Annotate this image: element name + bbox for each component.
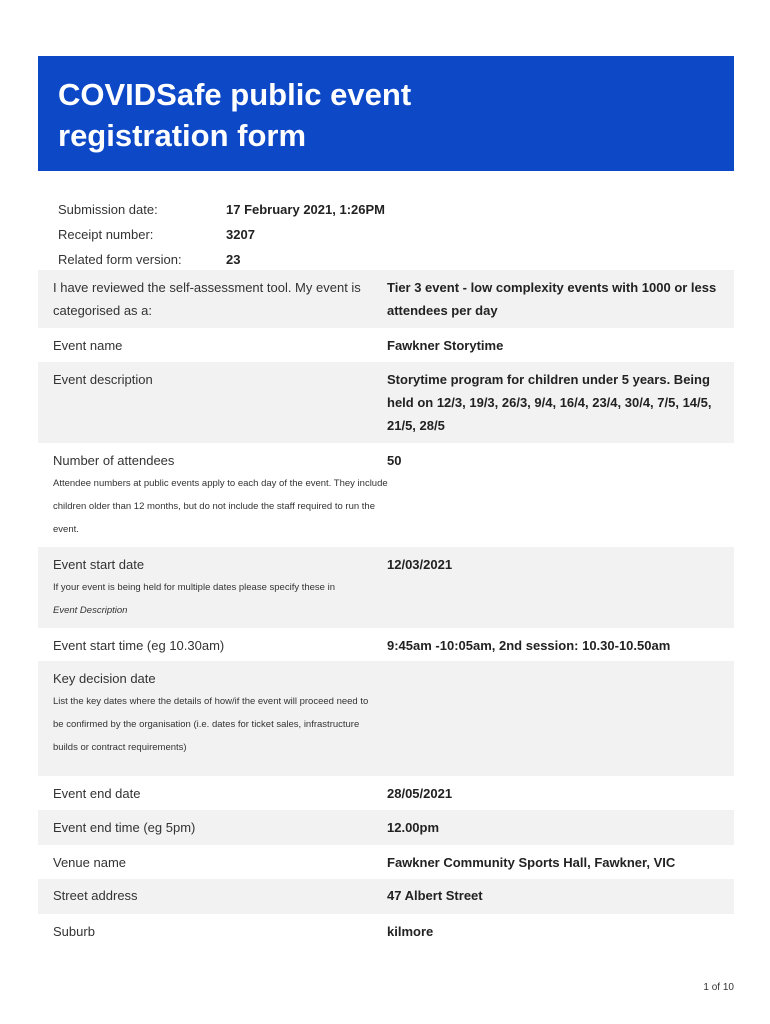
form-title: COVIDSafe public event registration form — [58, 77, 412, 153]
field-row-suburb — [38, 914, 734, 948]
question-text: Event end time (eg 5pm) — [53, 820, 196, 835]
field-row-event-name — [38, 328, 734, 362]
field-answer: Storytime program for children under 5 years. Being held on 12/3, 19/3, 26/3, 9/4, 16/4, 23/4, 30/4, 7/5, 14/5, 21/5, 28/5 — [387, 372, 712, 433]
question-text: I have reviewed the self-assessment tool. My event is categorised as a: — [53, 280, 361, 318]
field-row-start-date — [38, 547, 734, 628]
field-question — [38, 449, 388, 547]
help-text: Attendee numbers at public events apply to each day of the event. They include children older than 12 months, but do not include the staff required to run the event. — [53, 478, 388, 535]
meta-label: Related form version: — [58, 252, 182, 267]
field-answer: 47 Albert Street — [387, 888, 483, 903]
help-text-emphasis: Event Description — [53, 605, 128, 616]
field-question — [38, 368, 372, 443]
field-question — [38, 851, 372, 879]
field-row-attendees — [38, 443, 734, 547]
field-answer: 9:45am -10:05am, 2nd session: 10.30-10.50am — [387, 638, 671, 653]
field-row-start-time — [38, 628, 734, 661]
field-question — [38, 782, 372, 810]
field-answer: 12/03/2021 — [387, 557, 453, 572]
meta-label: Submission date: — [58, 202, 158, 217]
question-text: Street address — [53, 888, 138, 903]
field-row-end-date — [38, 776, 734, 810]
meta-value: 3207 — [226, 227, 255, 242]
question-text: Venue name — [53, 855, 127, 870]
field-row-category — [38, 270, 734, 328]
field-answer: 28/05/2021 — [387, 786, 453, 801]
form-header — [38, 56, 734, 171]
question-text: Event name — [53, 338, 123, 353]
field-question — [38, 553, 372, 628]
field-question — [38, 920, 372, 948]
help-text — [53, 576, 372, 622]
field-question — [38, 334, 372, 362]
field-answer: 12.00pm — [387, 820, 440, 835]
field-question — [38, 276, 372, 328]
submission-meta — [58, 197, 708, 272]
meta-row-receipt-number — [58, 222, 708, 247]
field-row-venue-name — [38, 845, 734, 879]
form-fields-table — [38, 270, 734, 948]
meta-row-submission-date — [58, 197, 708, 222]
field-question — [38, 634, 372, 661]
help-text: List the key dates where the details of how/if the event will proceed need to be confirmed by the organisation (i.e. dates for ticket sales, infrastructure builds or contract requirements) — [53, 696, 369, 753]
page-number: 1 of 10 — [703, 982, 734, 993]
field-answer: Tier 3 event - low complexity events with 1000 or less attendees per day — [387, 280, 717, 318]
field-answer — [372, 667, 734, 776]
field-answer: 50 — [387, 453, 402, 468]
help-text-line: If your event is being held for multiple dates please specify these in — [53, 582, 335, 593]
field-question — [38, 816, 372, 845]
meta-label: Receipt number: — [58, 227, 154, 242]
field-row-end-time — [38, 810, 734, 845]
field-row-key-decision-date — [38, 661, 734, 776]
question-text: Event start time (eg 10.30am) — [53, 638, 225, 653]
question-text: Event description — [53, 372, 153, 387]
field-answer: Fawkner Storytime — [387, 338, 504, 353]
question-text: Key decision date — [53, 671, 156, 686]
question-text: Number of attendees — [53, 453, 175, 468]
field-answer: kilmore — [387, 924, 434, 939]
field-question — [38, 884, 372, 914]
meta-row-form-version — [58, 247, 708, 272]
field-row-street-address — [38, 879, 734, 914]
question-text: Event end date — [53, 786, 141, 801]
meta-value: 17 February 2021, 1:26PM — [226, 202, 385, 217]
field-question — [38, 667, 372, 776]
meta-value: 23 — [226, 252, 241, 267]
question-text: Suburb — [53, 924, 95, 939]
field-row-event-description — [38, 362, 734, 443]
question-text: Event start date — [53, 557, 145, 572]
field-answer: Fawkner Community Sports Hall, Fawkner, VIC — [387, 855, 676, 870]
